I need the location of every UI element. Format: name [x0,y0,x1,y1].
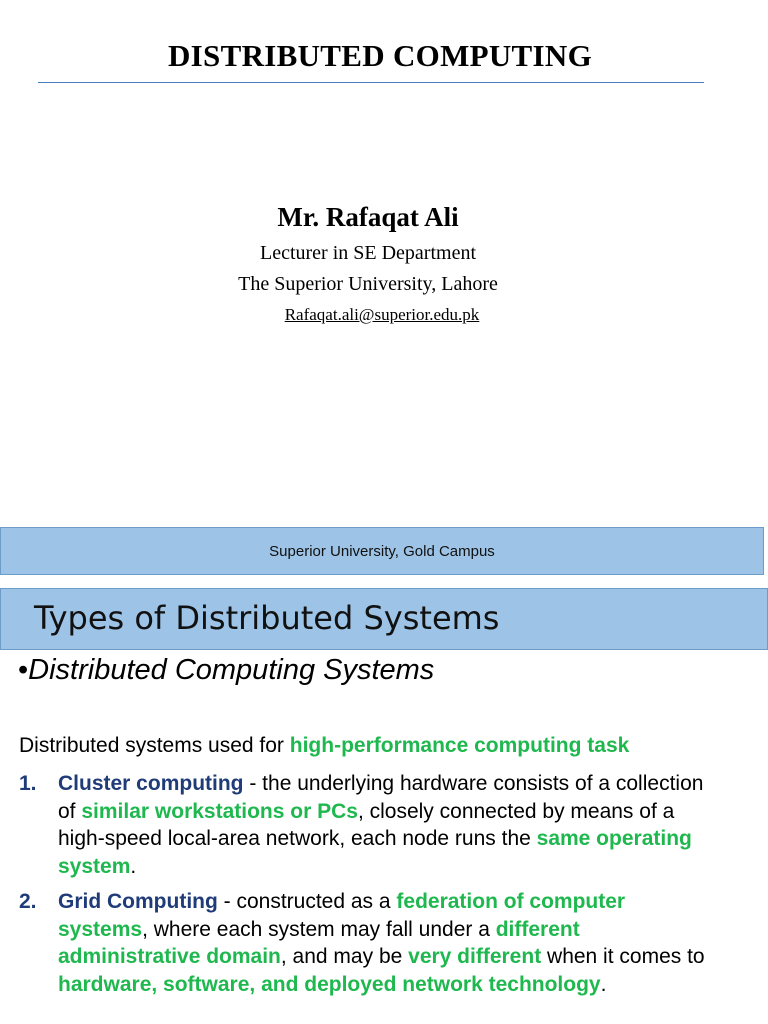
list-text: , closely connected by means of a high-speed local-area network, each node runs the [58,799,675,850]
intro-text: Distributed systems used for [19,734,290,757]
list-text: . [130,854,137,878]
list-highlight: very different [408,945,542,968]
list-text: when it comes to [541,945,705,968]
title-divider [38,82,704,83]
intro-highlight: high-performance computing task [289,734,630,757]
list-term: Grid Computing [58,890,218,913]
list-highlight: different administrative domain [58,917,580,968]
list-number: 2. [19,890,37,913]
slide-title: DISTRIBUTED COMPUTING [168,38,592,73]
presenter-name: Mr. Rafaqat Ali [277,202,459,232]
list-text: - the underlying hardware consists of a collection of [58,772,704,823]
list-highlight: same operating system [58,827,692,878]
list-number: 1. [19,772,37,795]
bullet-heading [18,654,434,687]
list-text: . [600,972,607,996]
list-item-grid [19,888,719,998]
slide-footer-banner [0,527,764,575]
slide-heading: Types of Distributed Systems [34,599,500,637]
slide-title-bar [0,588,768,650]
list-item-cluster [19,770,719,880]
bullet-marker: • [18,654,29,686]
list-highlight: hardware, software, and deployed network technology [58,972,601,996]
content-slide [0,588,768,1024]
list-term: Cluster computing [58,772,244,795]
list-text: , where each system may fall under a [142,917,496,941]
presenter-role: Lecturer in SE Department [259,242,477,264]
intro-paragraph [19,734,629,758]
presenter-email-link[interactable]: Rafaqat.ali@superior.edu.pk [284,305,480,324]
list-highlight: federation of computer systems [58,890,626,941]
list-text: - constructed as a [217,890,397,913]
bullet-text: Distributed Computing Systems [28,654,435,686]
presenter-university: The Superior University, Lahore [238,273,498,295]
list-text: , and may be [280,945,409,968]
footer-text: Superior University, Gold Campus [269,542,495,560]
list-highlight: similar workstations or PCs [81,799,358,823]
types-list [19,770,719,1006]
